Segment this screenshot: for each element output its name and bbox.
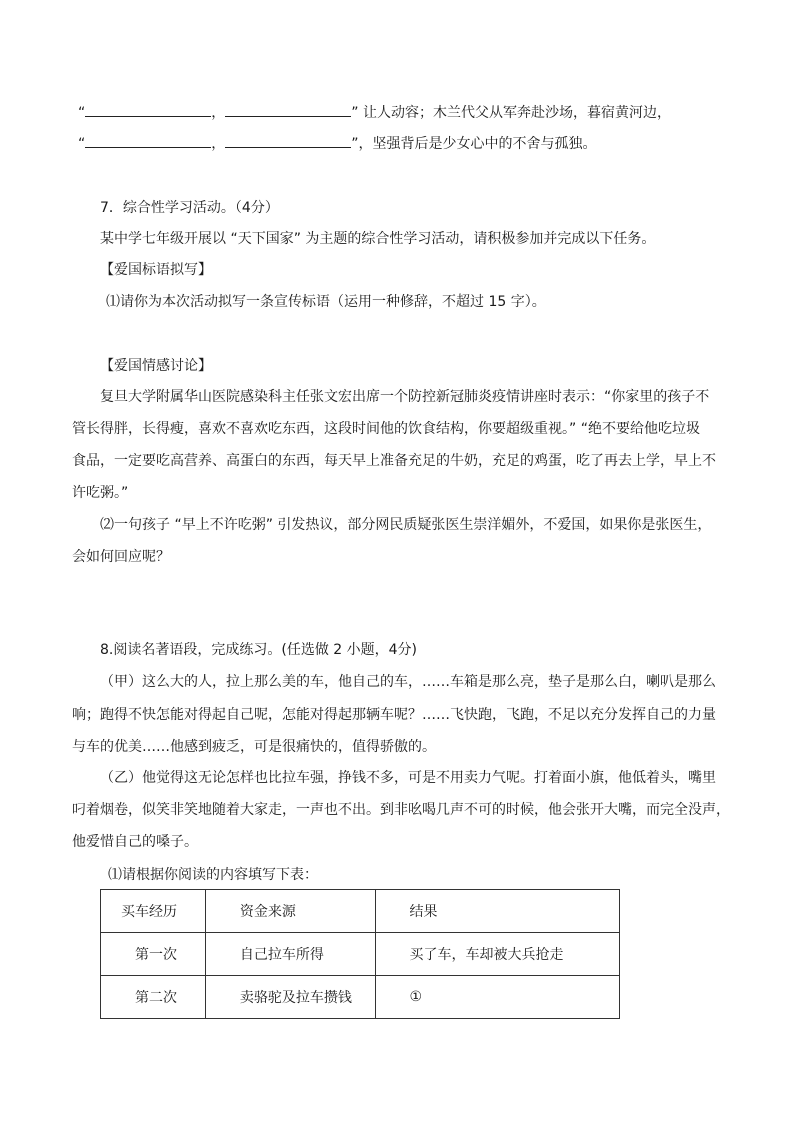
table-cell: 买了车，车却被大兵抢走: [375, 933, 620, 976]
q7-passage-line: 许吃粥。”: [72, 485, 129, 501]
q7-section-discussion: 【爱国情感讨论】: [100, 358, 212, 374]
q7-title: 7．综合性学习活动。（4分）: [100, 200, 279, 216]
table-row: [101, 933, 620, 976]
answer-blank-cell[interactable]: ①: [375, 976, 620, 1019]
comma: ，: [211, 136, 226, 152]
table-cell: 自己拉车所得: [205, 933, 375, 976]
poem-line-text: ” 让人动容；木兰代父从军奔赴沙场，暮宿黄河边，: [351, 105, 671, 121]
poem-line-1: [78, 102, 671, 123]
table-cell: 卖骆驼及拉车攒钱: [205, 976, 375, 1019]
purchase-table: [100, 889, 620, 1019]
table-header-cell: 结果: [375, 890, 620, 933]
poem-line-text: ”，坚强背后是少女心中的不舍与孤独。: [351, 136, 597, 152]
q8-yi-line: （乙）他觉得这无论怎样也比拉车强，挣钱不多，可是不用卖力气呢。打着面小旗，他低着头，嘴里: [100, 770, 716, 786]
q7-passage-line: 食品，一定要吃高营养、高蛋白的东西，每天早上准备充足的牛奶，充足的鸡蛋，吃了再去上学，早上不: [72, 453, 716, 469]
table-cell: 第一次: [101, 933, 206, 976]
q7-section-slogan: 【爱国标语拟写】: [100, 262, 212, 278]
table-cell: 第二次: [101, 976, 206, 1019]
q7-passage-line: 管长得胖，长得瘦，喜欢不喜欢吃东西，这段时间他的饮食结构，你要超级重视。” “绝不要给他吃垃圾: [72, 421, 700, 437]
comma: ，: [211, 105, 226, 121]
q8-jia-line: 响；跑得不快怎能对得起自己呢，怎能对得起那辆车呢？……飞快跑，飞跑，不足以充分发挥自己的力量: [72, 707, 716, 723]
q7-passage-line: 复旦大学附属华山医院感染科主任张文宏出席一个防控新冠肺炎疫情讲座时表示：“你家里的孩子不: [100, 389, 710, 405]
q8-yi-line: 他爱惜自己的嗓子。: [72, 834, 198, 850]
fill-blank[interactable]: [85, 102, 211, 117]
quote-open: “: [78, 105, 86, 121]
q8-title: 8.阅读名著语段，完成练习。(任选做 2 小题，4分): [100, 642, 417, 658]
q8-jia-line: （甲）这么大的人，拉上那么美的车，他自己的车，……车箱是那么亮，垫子是那么白，喇叭是那么: [100, 674, 716, 690]
q8-jia-line: 与车的优美……他感到疲乏，可是很痛快的，值得骄傲的。: [72, 739, 436, 755]
q7-sub1: ⑴请你为本次活动拟写一条宣传标语（运用一种修辞，不超过 15 字）。: [106, 294, 546, 310]
q7-intro: 某中学七年级开展以 “天下国家” 为主题的综合性学习活动，请积极参加并完成以下任务。: [100, 231, 656, 247]
fill-blank[interactable]: [225, 102, 351, 117]
poem-line-2: [78, 133, 597, 154]
fill-blank[interactable]: [225, 133, 351, 148]
fill-blank[interactable]: [85, 133, 211, 148]
q8-yi-line: 叼着烟卷，似笑非笑地随着大家走，一声也不出。到非吆喝几声不可的时候，他会张开大嘴，而完全没声，: [72, 802, 730, 818]
q7-sub2-line: 会如何回应呢？: [72, 549, 170, 565]
table-row: [101, 976, 620, 1019]
table-header-cell: 买车经历: [101, 890, 206, 933]
q7-sub2-line: ⑵一句孩子 “早上不许吃粥” 引发热议，部分网民质疑张医生崇洋媚外，不爱国，如果你是张医生，: [100, 517, 712, 533]
table-header-row: [101, 890, 620, 933]
table-header-cell: 资金来源: [205, 890, 375, 933]
quote-open: “: [78, 136, 86, 152]
q8-sub1: ⑴请根据你阅读的内容填写下表：: [108, 867, 318, 883]
